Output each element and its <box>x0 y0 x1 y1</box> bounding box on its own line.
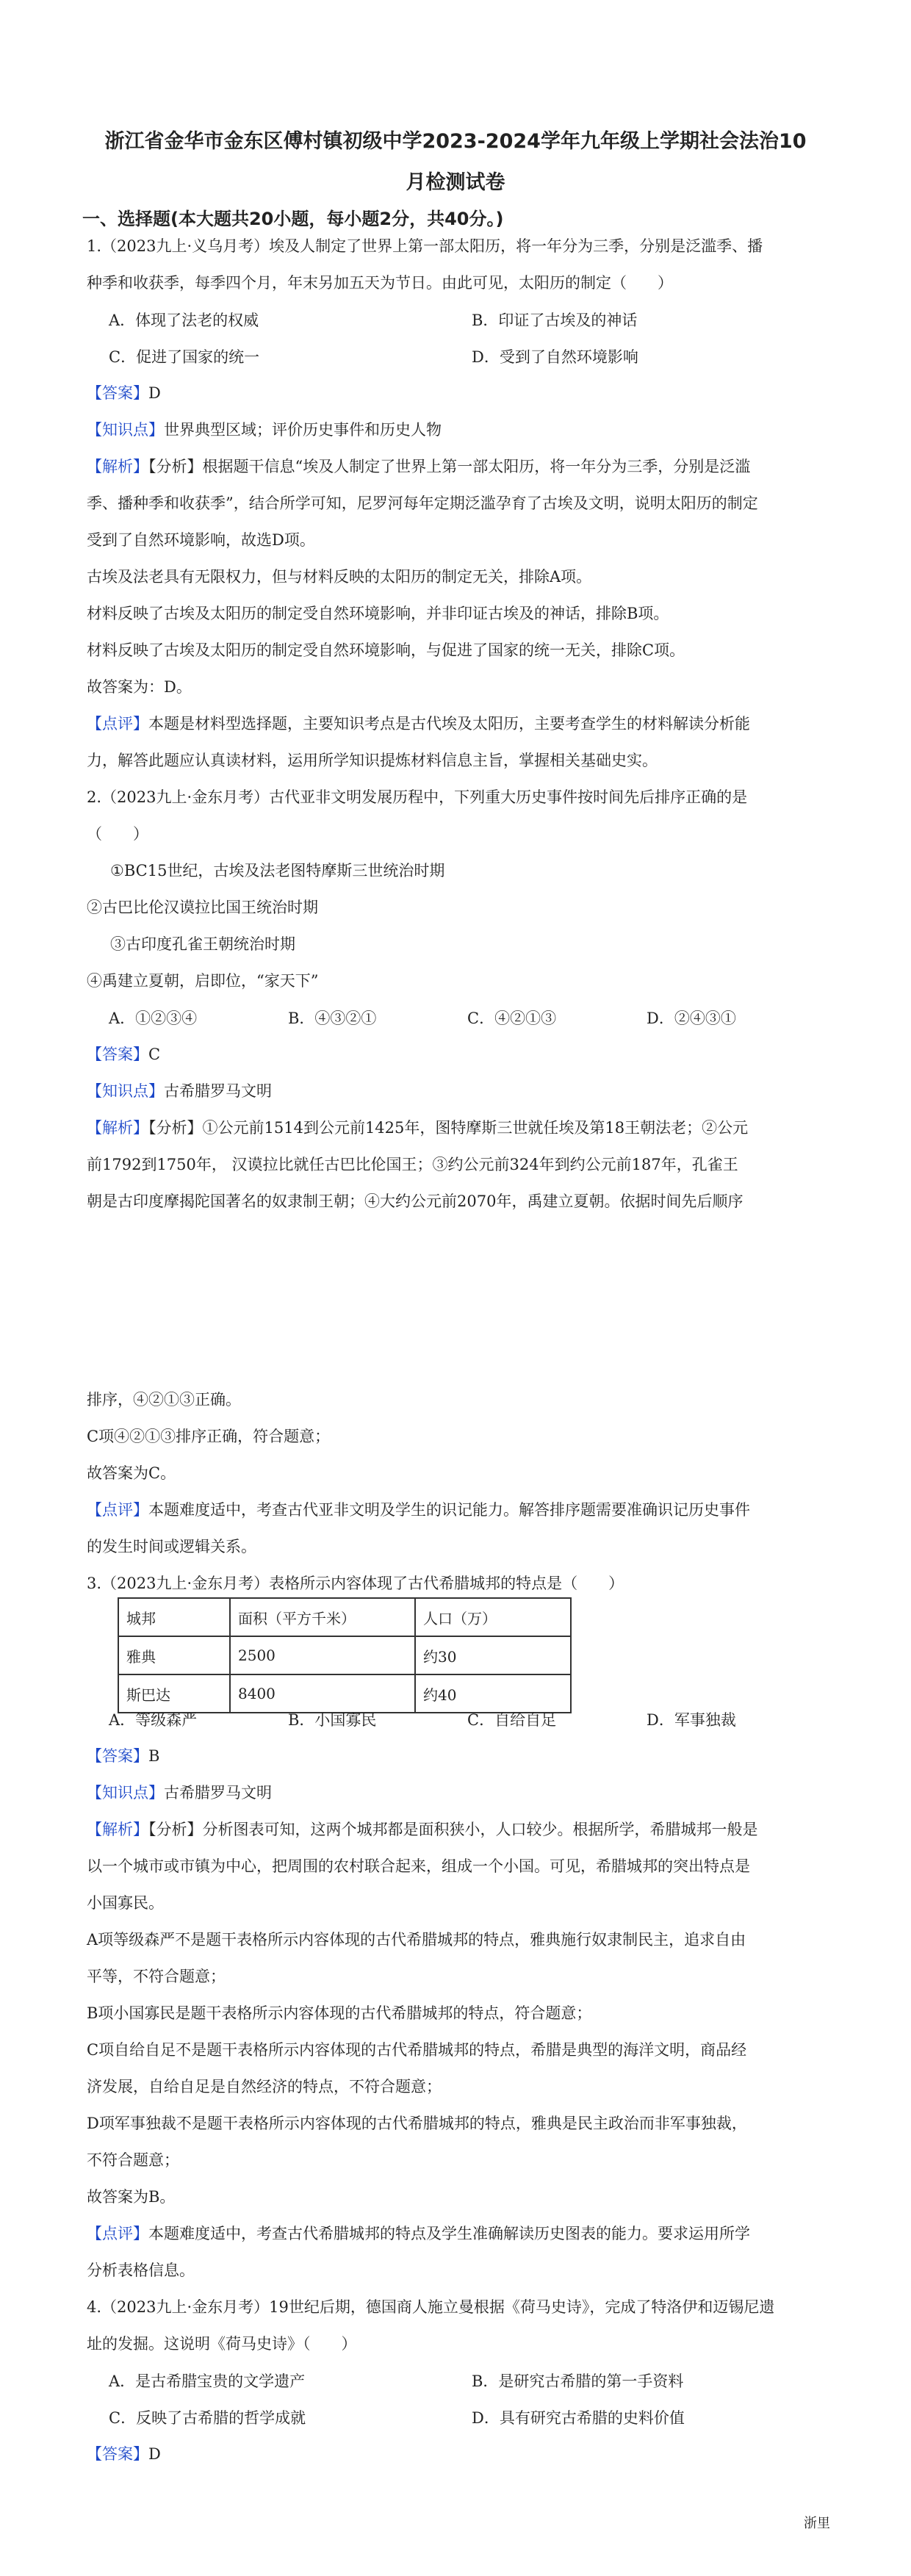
q2-knowledge-value: 古希腊罗马文明 <box>164 1082 272 1100</box>
q2-event-3: ③古印度孔雀王朝统治时期 <box>110 935 295 953</box>
q3-analysis-3: 小国寡民。 <box>87 1894 164 1912</box>
q3-knowledge-point <box>87 1782 829 1804</box>
q2-analysis-text-1: 【分析】①公元前1514到公元前1425年，图特摩斯三世就任埃及第18王朝法老；②公元 <box>148 1119 749 1137</box>
q1-comment-2: 力，解答此题应认真读材料，运用所学知识提炼材料信息主旨，掌握相关基础史实。 <box>87 752 658 769</box>
table-cell: 约30 <box>415 1636 571 1674</box>
table-row <box>118 1636 571 1674</box>
q1-analysis-text-1: 【分析】根据题干信息“埃及人制定了世界上第一部太阳历，将一年分为三季，分别是泛滥 <box>148 458 751 475</box>
q4-answer-value: D <box>148 2445 161 2463</box>
q3-analysis-11: 故答案为B。 <box>87 2188 176 2206</box>
q3-option-d: D．军事独裁 <box>647 1711 736 1729</box>
q2-event-1: ①BC15世纪，古埃及法老图特摩斯三世统治时期 <box>110 862 445 879</box>
table-header-cell: 城邦 <box>118 1598 230 1636</box>
q3-analysis-9: D项军事独裁不是题干表格所示内容体现的古代希腊城邦的特点，雅典是民主政治而非军事独裁， <box>87 2115 747 2132</box>
q2-comment-1 <box>87 1499 829 1521</box>
table-header-cell: 面积（平方千米） <box>230 1598 415 1636</box>
table-row <box>118 1674 571 1713</box>
q2-knowledge-point <box>87 1080 829 1102</box>
knowledge-tag: 【知识点】 <box>87 421 164 439</box>
q3-analysis-5: 平等，不符合题意； <box>87 1968 226 1985</box>
q1-answer <box>87 382 829 404</box>
document-title-line1: 浙江省金华市金东区傅村镇初级中学2023-2024学年九年级上学期社会法治10 <box>104 130 807 153</box>
table-cell: 2500 <box>230 1636 415 1674</box>
q3-comment-1 <box>87 2223 829 2245</box>
q3-analysis-4: A项等级森严不是题干表格所示内容体现的古代希腊城邦的特点，雅典施行奴隶制民主，追求自由 <box>87 1931 746 1949</box>
q3-analysis-8: 济发展，自给自足是自然经济的特点，不符合题意； <box>87 2078 442 2095</box>
q4-option-d: D．具有研究古希腊的史料价值 <box>472 2409 685 2427</box>
q1-analysis-4: 古埃及法老具有无限权力，但与材料反映的太阳历的制定无关，排除A项。 <box>87 568 592 586</box>
q1-analysis-6: 材料反映了古埃及太阳历的制定受自然环境影响，与促进了国家的统一无关，排除C项。 <box>87 641 685 659</box>
q1-analysis-7: 故答案为：D。 <box>87 678 192 696</box>
q4-option-a: A．是古希腊宝贵的文学遗产 <box>109 2372 306 2390</box>
q3-comment-text-1: 本题难度适中，考查古代希腊城邦的特点及学生准确解读历史图表的能力。要求运用所学 <box>148 2225 750 2242</box>
q1-analysis-1 <box>87 456 829 478</box>
table-cell: 8400 <box>230 1674 415 1713</box>
q2-analysis-2: 前1792到1750年， 汉谟拉比就任古巴比伦国王；③约公元前324年到约公元前187年，孔雀王 <box>87 1156 738 1173</box>
q3-stem-1: 3.（2023九上·金东月考）表格所示内容体现了古代希腊城邦的特点是（ ） <box>87 1575 624 1592</box>
q2-analysis-4: 排序，④②①③正确。 <box>87 1391 241 1408</box>
q2-event-4: ④禹建立夏朝，启即位，“家天下” <box>87 972 319 990</box>
q1-option-a: A．体现了法老的权威 <box>109 312 259 329</box>
page-footer: 浙里 <box>804 2516 830 2531</box>
answer-tag: 【答案】 <box>87 384 148 402</box>
q3-option-b: B．小国寡民 <box>288 1711 377 1729</box>
q3-comment-2: 分析表格信息。 <box>87 2262 195 2279</box>
q2-comment-text-1: 本题难度适中，考查古代亚非文明及学生的识记能力。解答排序题需要准确识记历史事件 <box>148 1501 750 1519</box>
q2-option-b: B．④③②① <box>288 1010 377 1027</box>
analysis-tag: 【解析】 <box>87 458 148 475</box>
q3-analysis-1 <box>87 1818 829 1841</box>
q4-answer <box>87 2443 829 2465</box>
table-cell: 斯巴达 <box>118 1674 230 1713</box>
q2-option-a: A．①②③④ <box>109 1010 198 1027</box>
q2-analysis-3: 朝是古印度摩揭陀国著名的奴隶制王朝；④大约公元前2070年，禹建立夏朝。依据时间先后顺序 <box>87 1192 743 1210</box>
q1-analysis-2: 季、播种季和收获季”，结合所学可知，尼罗河每年定期泛滥孕育了古埃及文明，说明太阳历的制定 <box>87 494 758 512</box>
q4-stem-1: 4.（2023九上·金东月考）19世纪后期，德国商人施立曼根据《荷马史诗》，完成了特洛伊和迈锡尼遗 <box>87 2298 775 2316</box>
q2-answer <box>87 1043 829 1065</box>
table-header-row <box>118 1598 571 1636</box>
q1-stem-2: 种季和收获季，每季四个月，年末另加五天为节日。由此可见，太阳历的制定（ ） <box>87 274 673 292</box>
q1-option-b: B．印证了古埃及的神话 <box>472 312 638 329</box>
q3-knowledge-value: 古希腊罗马文明 <box>164 1784 272 1802</box>
q1-analysis-5: 材料反映了古埃及太阳历的制定受自然环境影响，并非印证古埃及的神话，排除B项。 <box>87 605 669 622</box>
knowledge-tag: 【知识点】 <box>87 1082 164 1100</box>
q1-option-c: C．促进了国家的统一 <box>109 348 260 366</box>
q1-stem-1: 1.（2023九上·义乌月考）埃及人制定了世界上第一部太阳历，将一年分为三季，分别是泛滥季、播 <box>87 237 763 255</box>
q2-answer-value: C <box>148 1046 161 1063</box>
q2-stem-1: 2.（2023九上·金东月考）古代亚非文明发展历程中，下列重大历史事件按时间先后排序正确的是 <box>87 788 748 806</box>
section-heading: 一、选择题(本大题共20小题，每小题2分，共40分。) <box>82 209 504 229</box>
q3-analysis-10: 不符合题意； <box>87 2151 179 2169</box>
q3-analysis-7: C项自给自足不是题干表格所示内容体现的古代希腊城邦的特点，希腊是典型的海洋文明，商品经 <box>87 2041 747 2059</box>
q3-analysis-text-1: 【分析】分析图表可知，这两个城邦都是面积狭小，人口较少。根据所学，希腊城邦一般是 <box>148 1821 758 1838</box>
q1-answer-value: D <box>148 384 161 402</box>
q1-option-d: D．受到了自然环境影响 <box>472 348 638 366</box>
q1-comment-text-1: 本题是材料型选择题，主要知识考点是古代埃及太阳历，主要考查学生的材料解读分析能 <box>148 715 750 733</box>
q3-answer-value: B <box>148 1747 160 1765</box>
q2-analysis-1 <box>87 1117 829 1139</box>
q3-answer <box>87 1745 829 1767</box>
q2-comment-2: 的发生时间或逻辑关系。 <box>87 1538 256 1555</box>
comment-tag: 【点评】 <box>87 2225 148 2242</box>
comment-tag: 【点评】 <box>87 715 148 733</box>
q1-comment-1 <box>87 713 829 735</box>
q2-option-c: C．④②①③ <box>467 1010 557 1027</box>
q3-option-c: C．自给自足 <box>467 1711 557 1729</box>
q2-analysis-5: C项④②①③排序正确，符合题意； <box>87 1428 331 1445</box>
q3-option-a: A．等级森严 <box>109 1711 198 1729</box>
knowledge-tag: 【知识点】 <box>87 1784 164 1802</box>
answer-tag: 【答案】 <box>87 1747 148 1765</box>
q1-analysis-3: 受到了自然环境影响，故选D项。 <box>87 531 315 549</box>
q4-option-c: C．反映了古希腊的哲学成就 <box>109 2409 306 2427</box>
answer-tag: 【答案】 <box>87 1046 148 1063</box>
comment-tag: 【点评】 <box>87 1501 148 1519</box>
q4-stem-2: 址的发掘。这说明《荷马史诗》（ ） <box>87 2335 357 2353</box>
table-header-cell: 人口（万） <box>415 1598 571 1636</box>
table-cell: 约40 <box>415 1674 571 1713</box>
q4-option-b: B．是研究古希腊的第一手资料 <box>472 2372 684 2390</box>
answer-tag: 【答案】 <box>87 2445 148 2463</box>
analysis-tag: 【解析】 <box>87 1119 148 1137</box>
table-cell: 雅典 <box>118 1636 230 1674</box>
q2-stem-2: （ ） <box>87 825 148 843</box>
q1-knowledge-value: 世界典型区域；评价历史事件和历史人物 <box>164 421 442 439</box>
document-title-line2: 月检测试卷 <box>406 171 505 194</box>
q2-analysis-6: 故答案为C。 <box>87 1464 176 1482</box>
q2-event-2: ②古巴比伦汉谟拉比国王统治时期 <box>87 899 318 916</box>
analysis-tag: 【解析】 <box>87 1821 148 1838</box>
q3-analysis-6: B项小国寡民是题干表格所示内容体现的古代希腊城邦的特点，符合题意； <box>87 2004 592 2022</box>
q3-data-table <box>118 1597 572 1713</box>
q1-knowledge-point <box>87 419 829 441</box>
q3-analysis-2: 以一个城市或市镇为中心，把周围的农村联合起来，组成一个小国。可见，希腊城邦的突出特点是 <box>87 1857 750 1875</box>
q2-option-d: D．②④③① <box>647 1010 736 1027</box>
